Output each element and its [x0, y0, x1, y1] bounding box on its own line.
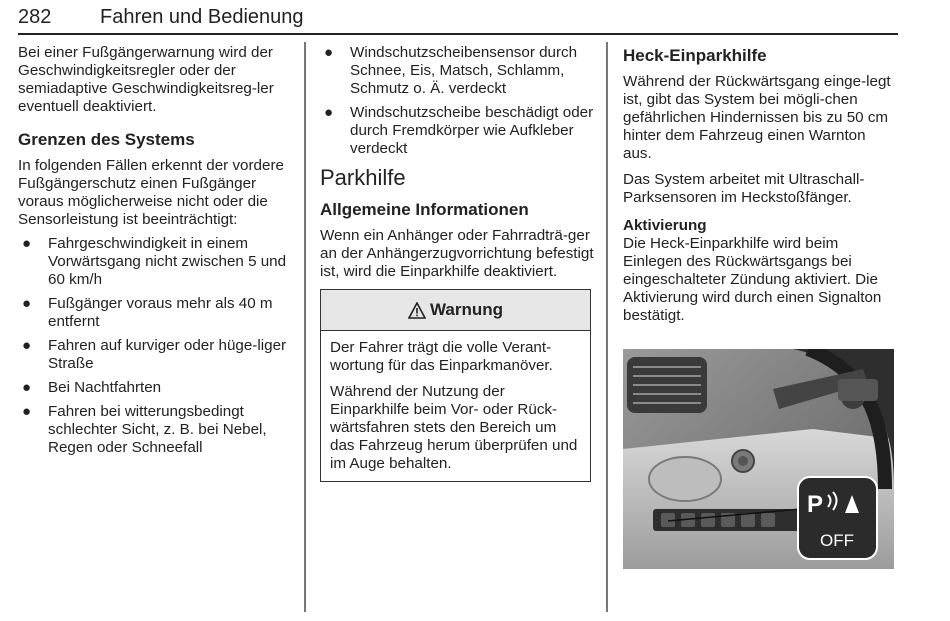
column-left: [18, 44, 293, 463]
bullet-icon: ●: [324, 44, 334, 61]
dashboard-photo: [623, 349, 894, 569]
warning-header: [321, 290, 590, 331]
header-rule: [18, 33, 898, 35]
column-right: [623, 44, 898, 333]
list-item-text: Windschutzscheibensensor durch Schnee, Eis, Matsch, Schlamm, Schmutz o. Ä. verdeckt: [350, 44, 578, 97]
list-item: [18, 337, 293, 373]
dashboard-illustration: [623, 349, 894, 569]
activation-heading: Aktivierung: [623, 217, 707, 234]
warning-title: Warnung: [429, 300, 504, 319]
list-item: [320, 104, 595, 158]
list-item-text: Windschutzscheibe beschädigt oder durch Fremdkörper wie Aufkleber verdeckt: [350, 104, 594, 157]
bullet-icon: ●: [22, 235, 32, 252]
warning-triangle-icon: [408, 302, 426, 319]
warning-body: [321, 331, 590, 481]
general-info-paragraph: Wenn ein Anhänger oder Fahrradträ-ger an der Anhängerzugvorrichtung befestigt ist, wird die Einparkhilfe deaktiviert.: [320, 227, 594, 280]
page-number: 282: [18, 6, 52, 28]
sensor-list: [320, 44, 595, 158]
intro-paragraph: Bei einer Fußgängerwarnung wird der Geschwindigkeitsregler oder der semiadaptive Geschwindigkeitsreg-ler eventuell deaktiviert.: [18, 44, 274, 115]
park-button-letter: P: [807, 491, 824, 518]
parking-aid-title: Parkhilfe: [320, 165, 406, 190]
list-item-text: Bei Nachtfahrten: [48, 379, 162, 396]
bullet-icon: ●: [22, 403, 32, 420]
column-divider: [606, 42, 608, 612]
list-item-text: Fahrgeschwindigkeit in einem Vorwärtsgang nicht zwischen 5 und 60 km/h: [48, 235, 287, 288]
page-header: [18, 6, 898, 34]
list-item: [18, 379, 293, 397]
column-middle: [320, 44, 595, 482]
chapter-title: Fahren und Bedienung: [100, 6, 304, 28]
section-heading: Grenzen des Systems: [18, 130, 195, 149]
rear-parking-heading: Heck-Einparkhilfe: [623, 46, 767, 65]
bullet-icon: ●: [22, 379, 32, 396]
bullet-icon: ●: [324, 104, 334, 121]
bullet-icon: ●: [22, 295, 32, 312]
general-info-heading: Allgemeine Informationen: [320, 200, 529, 219]
warning-paragraph: Während der Nutzung der Einparkhilfe beim Vor- oder Rück-wärtsfahren stets den Bereich um das Fahrzeug herum überprüfen und im Auge behalten.: [330, 383, 578, 472]
lead-paragraph: In folgenden Fällen erkennt der vordere Fußgängerschutz einen Fußgänger voraus möglicherweise nicht oder die Sensorleistung ist beeinträchtigt:: [18, 157, 284, 228]
column-divider: [304, 42, 306, 612]
list-item: [18, 403, 293, 457]
list-item-text: Fahren bei witterungsbedingt schlechter Sicht, z. B. bei Nebel, Regen oder Schneefall: [48, 403, 267, 456]
warning-paragraph: Der Fahrer trägt die volle Verant-wortung für das Einparkmanöver.: [330, 339, 553, 374]
bullet-icon: ●: [22, 337, 32, 354]
list-item-text: Fußgänger voraus mehr als 40 m entfernt: [48, 295, 273, 330]
activation-paragraph: Die Heck-Einparkhilfe wird beim Einlegen des Rückwärtsgangs bei eingeschalteter Zündung aktiviert. Die Aktivierung wird durch einen Signalton bestätigt.: [623, 235, 882, 324]
list-item: [320, 44, 595, 98]
list-item-text: Fahren auf kurviger oder hüge-liger Straße: [48, 337, 287, 372]
list-item: [18, 235, 293, 289]
list-item: [18, 295, 293, 331]
sensors-paragraph: Das System arbeitet mit Ultraschall-Parksensoren im Heckstoßfänger.: [623, 171, 865, 206]
warning-box: [320, 289, 591, 482]
rear-parking-paragraph: Während der Rückwärtsgang einge-legt ist, gibt das System bei mögli-chen gefährlichen Hindernissen bis zu 50 cm hinter dem Fahrzeug einen Warnton aus.: [623, 73, 891, 162]
park-button-label: OFF: [820, 531, 854, 550]
limitations-list: [18, 235, 293, 457]
